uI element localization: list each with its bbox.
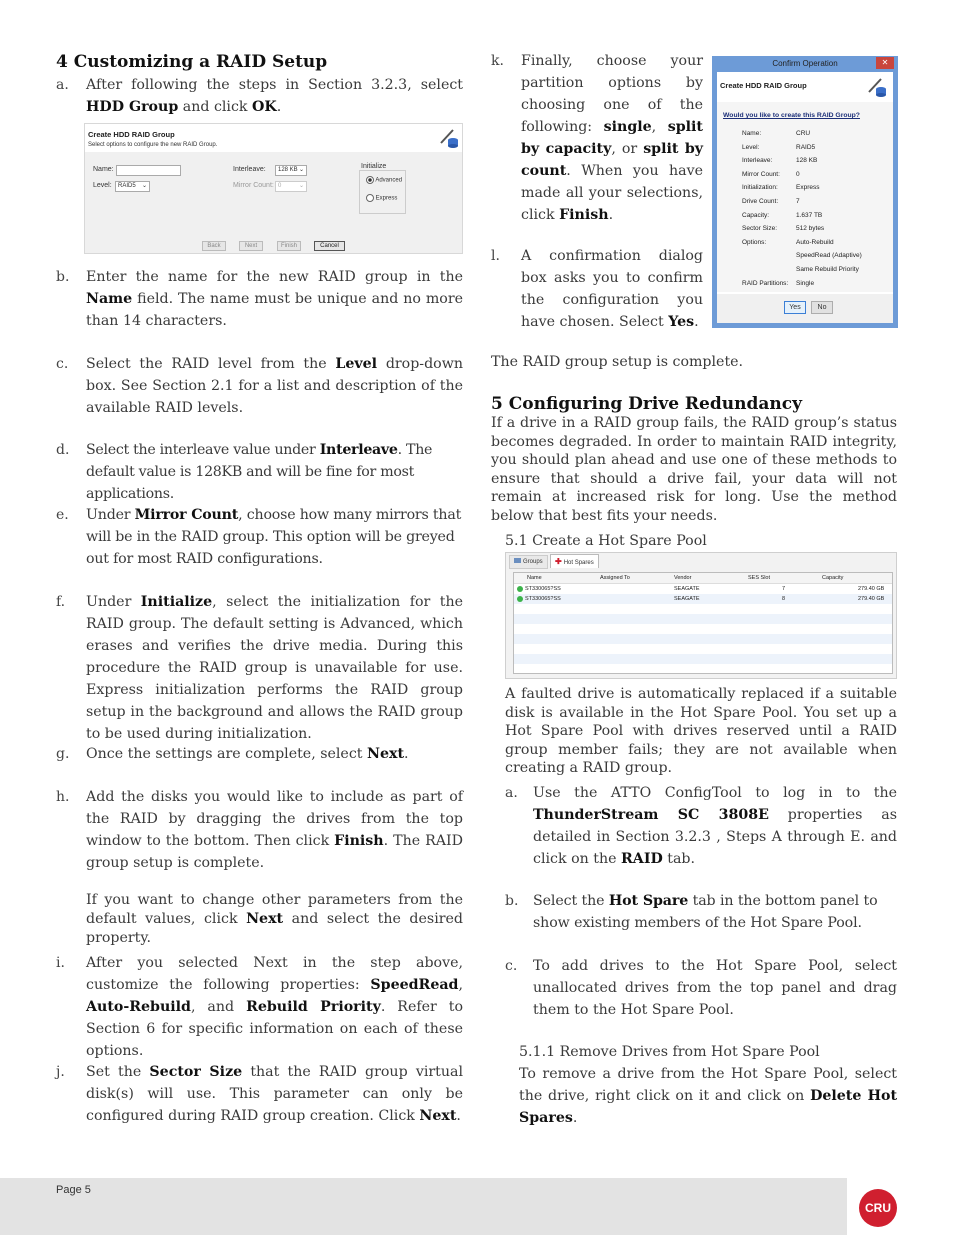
initialize-label: Initialize [361, 163, 387, 170]
status-ok-icon [517, 586, 523, 592]
list-letter: l. [491, 248, 500, 264]
step-k-text: Finally, choose your partition options by choosing one of the following: single, split by capacity, or split by count. When you have made all your selections, click Finish. [521, 53, 704, 223]
confirm-row-value: Express [796, 184, 820, 192]
confirm-row-value: Same Rebuild Priority [796, 266, 859, 273]
list-letter: h. [56, 789, 70, 805]
col-vendor: Vendor [674, 575, 692, 581]
section-5-heading: 5 Configuring Drive Redundancy [491, 394, 802, 414]
back-button[interactable]: Back [202, 241, 226, 251]
table-header [514, 573, 892, 584]
close-icon[interactable]: ✕ [876, 57, 894, 69]
setup-complete-text: The RAID group setup is complete. [491, 354, 744, 370]
list-letter: c. [56, 356, 69, 372]
mirror-select[interactable]: 0 ⌄ [275, 181, 307, 192]
step-5c-text: To add drives to the Hot Spare Pool, select unallocated drives from the top panel and drag them to the Hot Spare Pool. [533, 958, 897, 1018]
yes-button[interactable]: Yes [784, 301, 806, 314]
raid-tool-icon [865, 76, 887, 98]
level-select[interactable]: RAID5 ⌄ [115, 181, 150, 192]
dialog-subtitle: Select options to configure the new RAID Group. [88, 142, 218, 148]
table-row[interactable] [514, 594, 892, 604]
list-letter: g. [56, 746, 70, 762]
name-field[interactable] [116, 165, 181, 176]
cell-vendor: SEAGATE [674, 586, 700, 592]
no-button[interactable]: No [811, 301, 833, 314]
step-i-text: After you selected Next in the step above, customize the following properties: SpeedRead, Auto-Rebuild, and Rebuild Priority. Refer to Section 6 for specific information on each of these options. [86, 955, 463, 1059]
col-ses-slot: SES Slot [748, 575, 771, 581]
confirm-row-label: Capacity: [742, 211, 770, 219]
raid-tool-icon [437, 127, 459, 149]
list-letter: c. [505, 958, 518, 974]
confirm-row-label: Sector Size: [742, 225, 778, 233]
list-letter: a. [56, 77, 69, 93]
chevron-down-icon: ⌄ [298, 167, 304, 173]
confirm-row-value: Single [796, 279, 815, 287]
plus-icon: ✚ [555, 557, 562, 566]
step-e-text: Under Mirror Count, choose how many mirrors that will be in the RAID group. This option will be greyed out for most RAID configurations. [86, 507, 462, 567]
empty-row [514, 634, 892, 644]
cell-slot: 7 [782, 586, 786, 592]
section-5-1-1-paragraph: To remove a drive from the Hot Spare Pool, select the drive, right click on it and click on Delete Hot Spares. [519, 1066, 898, 1126]
col-name: Name [527, 575, 542, 581]
col-assigned: Assigned To [600, 575, 630, 581]
list-letter: b. [56, 269, 70, 285]
page-footer [0, 1178, 847, 1235]
cancel-button[interactable]: Cancel [314, 241, 345, 251]
finish-button[interactable]: Finish [277, 241, 301, 251]
section-5-paragraph: If a drive in a RAID group fails, the RAID group’s status becomes degraded. In order to maintain RAID integrity, you should plan ahead and use one of these methods to ensure that should a drive fail, your data will not remain at increased risk for long. Use the method below that best fits your needs. [491, 415, 897, 524]
list-letter: b. [505, 893, 519, 909]
empty-row [514, 654, 892, 664]
section-5-1-paragraph: A faulted drive is automatically replaced if a suitable disk is available in the Hot Spare Pool. You set up a Hot Spare Pool with drives reserved until a RAID group member fails; they are not available when creating a RAID group. [505, 686, 897, 777]
interleave-label: Interleave: [233, 166, 266, 173]
step-g-text: Once the settings are complete, select Next. [86, 746, 409, 762]
empty-row [514, 614, 892, 624]
groups-icon [514, 558, 521, 563]
hot-spare-table [513, 572, 893, 674]
cell-name: ST330065?SS [525, 586, 561, 592]
step-h-note: If you want to change other parameters from the default values, click Next and select the desired property. [86, 892, 463, 946]
name-label: Name: [93, 166, 114, 173]
step-a-text: After following the steps in Section 3.2.3, select HDD Group and click OK. [86, 77, 463, 115]
step-h-text: Add the disks you would like to include as part of the RAID by dragging the drives from the top window to the bottom. Then click Finish. The RAID group setup is complete. [86, 789, 463, 871]
confirm-body [717, 72, 893, 323]
cell-slot: 8 [782, 596, 786, 602]
confirm-row-label: Level: [742, 143, 760, 151]
step-c-text: Select the RAID level from the Level drop-down box. See Section 2.1 for a list and description of the available RAID levels. [86, 356, 463, 416]
list-letter: a. [505, 785, 518, 801]
confirm-row-value: 1.637 TB [796, 211, 823, 219]
table-row[interactable] [514, 584, 892, 594]
create-raid-group-screenshot [84, 123, 463, 254]
confirm-row-value: RAID5 [796, 143, 816, 151]
step-b-text: Enter the name for the new RAID group in the Name field. The name must be unique and no more than 14 characters. [86, 269, 463, 329]
next-button[interactable]: Next [239, 241, 263, 251]
confirm-row-label: Drive Count: [742, 198, 779, 205]
dialog-title: Create HDD RAID Group [88, 130, 175, 139]
mirror-label: Mirror Count: [233, 182, 274, 189]
confirm-row-value: CRU [796, 130, 811, 137]
cru-logo: CRU [859, 1189, 897, 1227]
confirm-row-label: Options: [742, 238, 767, 246]
section-4-heading: 4 Customizing a RAID Setup [56, 52, 328, 72]
col-capacity: Capacity [822, 575, 844, 581]
confirm-header: Create HDD RAID Group [720, 81, 807, 90]
confirm-row-label: RAID Partitions: [742, 279, 789, 287]
list-letter: j. [56, 1064, 65, 1080]
subsection-5-1: 5.1 Create a Hot Spare Pool [505, 533, 707, 549]
interleave-select[interactable]: 128 KB ⌄ [275, 165, 307, 176]
confirm-row-value: 7 [796, 198, 800, 205]
chevron-down-icon: ⌄ [141, 183, 147, 189]
confirm-row-value: 0 [796, 170, 800, 178]
cell-name: ST330065?SS [525, 596, 561, 602]
step-d-text: Select the interleave value under Interleave. The default value is 128KB and will be fine for most applications. [86, 442, 433, 502]
tab-hot-spares[interactable]: ✚ Hot Spares [550, 554, 599, 568]
confirm-row-label: Mirror Count: [742, 170, 780, 178]
confirm-row-value: Auto-Rebuild [796, 238, 834, 246]
confirm-operation-dialog [712, 56, 898, 328]
cell-capacity: 279.40 GB [858, 586, 885, 592]
confirm-titlebar: Confirm Operation [772, 59, 838, 68]
confirm-row-value: 512 bytes [796, 225, 825, 233]
list-letter: f. [56, 594, 66, 610]
confirm-row-label: Name: [742, 130, 762, 137]
page-number: Page 5 [56, 1184, 91, 1196]
step-f-text: Under Initialize, select the initialization for the RAID group. The default setting is Advanced, which erases and verifies the drive media. During this procedure the RAID group is unavailable for use. Express initialization performs the RAID group setup in the background and allows the RAID group to be used during initialization. [86, 594, 463, 742]
confirm-row-value: SpeedRead (Adaptive) [796, 252, 862, 260]
level-label: Level: [93, 182, 112, 189]
confirm-question: Would you like to create this RAID Group? [723, 112, 860, 119]
cell-capacity: 279.40 GB [858, 596, 885, 602]
hot-spare-screenshot [505, 552, 897, 679]
step-l-text: A confirmation dialog box asks you to confirm the configuration you have chosen. Select Yes. [521, 248, 703, 330]
step-j-text: Set the Sector Size that the RAID group virtual disk(s) will use. This parameter can only be configured during RAID group creation. Click Next. [86, 1064, 463, 1124]
confirm-row-label: Initialization: [742, 184, 778, 192]
list-letter: i. [56, 955, 65, 971]
radio-express[interactable]: Express [366, 194, 397, 202]
chevron-down-icon: ⌄ [298, 183, 304, 189]
list-letter: d. [56, 442, 70, 458]
list-letter: k. [491, 53, 504, 69]
radio-advanced[interactable]: Advanced [366, 176, 402, 184]
step-5a-text: Use the ATTO ConfigTool to log in to the ThunderStream SC 3808E properties as detailed in Section 3.2.3 , Steps A through E. and click on the RAID tab. [533, 785, 897, 867]
step-5b-text: Select the Hot Spare tab in the bottom panel to show existing members of the Hot Spare Pool. [533, 893, 878, 931]
dialog-header [85, 124, 462, 152]
list-letter: e. [56, 507, 69, 523]
tab-groups[interactable]: Groups [509, 555, 548, 569]
status-ok-icon [517, 596, 523, 602]
cell-vendor: SEAGATE [674, 596, 700, 602]
confirm-row-label: Interleave: [742, 157, 773, 165]
confirm-row-value: 128 KB [796, 157, 818, 165]
subsection-5-1-1: 5.1.1 Remove Drives from Hot Spare Pool [519, 1044, 820, 1060]
